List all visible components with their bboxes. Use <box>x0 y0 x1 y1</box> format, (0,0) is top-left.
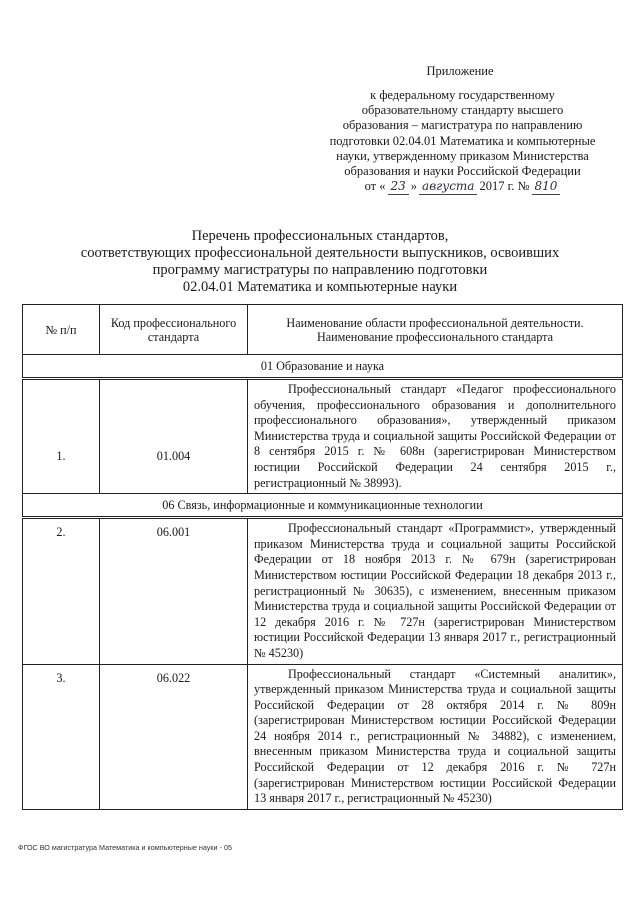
date-prefix: от « <box>364 179 386 194</box>
date-year: 2017 г. № <box>479 179 530 194</box>
appendix-title: Приложение <box>426 64 494 78</box>
title-line: соответствующих профессиональной деятельности выпускников, освоивших <box>80 245 560 261</box>
table-row <box>23 518 623 664</box>
page-footer: ФГОС ВО магистратура Математика и компьютерные науки - 05 <box>18 843 232 852</box>
section-row <box>23 355 623 379</box>
header-num: № п/п <box>23 305 100 355</box>
title-line: 02.04.01 Математика и компьютерные науки <box>182 279 458 295</box>
header-code: Код профессионального стандарта <box>100 305 248 355</box>
appendix-line: науки, утвержденному приказом Министерства <box>336 148 589 163</box>
section-title: 06 Связь, информационные и коммуникационные технологии <box>23 494 623 518</box>
row-code: 06.001 <box>100 518 248 664</box>
row-code: 01.004 <box>100 379 248 494</box>
row-standard-text: Профессиональный стандарт «Программист», утвержденный приказом Министерства труда и социальной защиты Российской Федерации от 18 ноября 2013 г. № 679н (зарегистрирован Министерством юстиции Российской Федерации 18 декабря 2013 г., регистрационный № 30635), с изменением, внесенным приказом Министерства труда и социальной защиты Российской Федерации от 12 декабря 2016 г. № 727н (зарегистрирован Министерством юстиции Российской Федерации 13 января 2017 г., регистрационный № 45230) <box>248 518 623 664</box>
title-line: программу магистратуры по направлению подготовки <box>152 262 488 278</box>
appendix-line: образования – магистратура по направлению <box>342 118 583 133</box>
section-row <box>23 494 623 518</box>
appendix-line: образования и науки Российской Федерации <box>344 164 581 179</box>
row-number: 3. <box>23 664 100 809</box>
table-header-row <box>23 305 623 355</box>
row-code: 06.022 <box>100 664 248 809</box>
appendix-line: подготовки 02.04.01 Математика и компьютерные <box>329 133 596 148</box>
date-month: августа <box>419 179 477 195</box>
row-number: 1. <box>23 379 100 494</box>
date-day: 23 <box>388 179 409 195</box>
appendix-line: образовательному стандарту высшего <box>361 103 564 118</box>
row-standard-text: Профессиональный стандарт «Педагог профессионального обучения, профессионального образования и дополнительного профессионального образования», утвержденный приказом Министерства труда и социальной защиты Российской Федерации от 8 сентября 2015 г. № 608н (зарегистрирован Министерством юстиции Российской Федерации 24 сентября 2015 г., регистрационный № 38993). <box>248 379 623 494</box>
appendix-line: к федеральному государственному <box>370 88 555 102</box>
date-mid: » <box>410 179 418 194</box>
table-row <box>23 379 623 494</box>
appendix-reference <box>300 88 625 195</box>
document-title <box>40 228 600 296</box>
table-row <box>23 664 623 809</box>
row-number: 2. <box>23 518 100 664</box>
header-name: Наименование области профессиональной деятельности. Наименование профессионального стандарта <box>248 305 623 355</box>
section-title: 01 Образование и наука <box>23 355 623 379</box>
order-date-line <box>300 179 625 195</box>
standards-table <box>22 304 623 810</box>
order-number: 810 <box>532 179 561 195</box>
row-standard-text: Профессиональный стандарт «Системный аналитик», утвержденный приказом Министерства труда и социальной защиты Российской Федерации от 28 октября 2014 г. № 809н (зарегистрирован Министерством юстиции Российской Федерации 24 ноября 2014 г., регистрационный № 34882), с изменением, внесенным приказом Министерства труда и социальной защиты Российской Федерации от 12 декабря 2016 г. № 727н (зарегистрирован Министерством юстиции Российской Федерации 13 января 2017 г., регистрационный № 45230) <box>248 664 623 809</box>
title-line: Перечень профессиональных стандартов, <box>191 228 449 244</box>
